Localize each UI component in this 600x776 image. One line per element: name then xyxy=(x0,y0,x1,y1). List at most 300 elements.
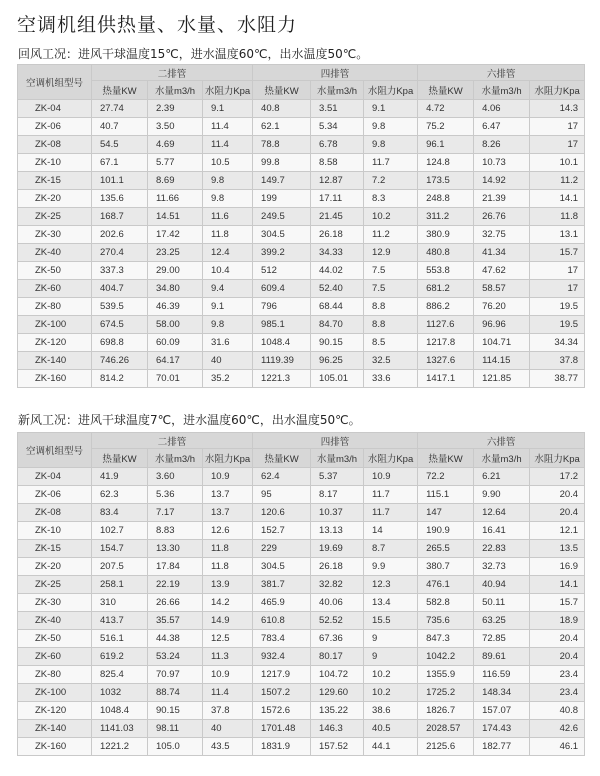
value-cell: 6.21 xyxy=(474,468,530,486)
value-cell: 9 xyxy=(364,648,418,666)
value-cell: 10.2 xyxy=(364,208,418,226)
table-row xyxy=(18,486,585,504)
value-cell: 84.70 xyxy=(311,316,364,334)
value-cell: 10.73 xyxy=(474,154,530,172)
value-cell: 105.0 xyxy=(148,738,203,756)
value-cell: 248.8 xyxy=(418,190,474,208)
model-cell: ZK-06 xyxy=(18,486,92,504)
value-cell: 1725.2 xyxy=(418,684,474,702)
table-row xyxy=(18,118,585,136)
value-cell: 58.00 xyxy=(148,316,203,334)
value-cell: 67.1 xyxy=(92,154,148,172)
value-cell: 12.6 xyxy=(203,522,253,540)
sub-header: 水量m3/h xyxy=(148,81,203,100)
group-header: 四排管 xyxy=(253,433,418,449)
value-cell: 8.17 xyxy=(311,486,364,504)
model-cell: ZK-100 xyxy=(18,316,92,334)
model-cell: ZK-50 xyxy=(18,262,92,280)
value-cell: 89.61 xyxy=(474,648,530,666)
value-cell: 9.4 xyxy=(203,280,253,298)
model-cell: ZK-140 xyxy=(18,352,92,370)
value-cell: 83.4 xyxy=(92,504,148,522)
return-air-condition: 回风工况：进风干球温度15℃，进水温度60℃，出水温度50℃。 xyxy=(18,47,369,61)
value-cell: 70.01 xyxy=(148,370,203,388)
value-cell: 258.1 xyxy=(92,576,148,594)
value-cell: 21.45 xyxy=(311,208,364,226)
sub-header: 水量m3/h xyxy=(474,449,530,468)
value-cell: 3.51 xyxy=(311,100,364,118)
value-cell: 40.8 xyxy=(253,100,311,118)
value-cell: 78.8 xyxy=(253,136,311,154)
value-cell: 35.2 xyxy=(203,370,253,388)
value-cell: 1701.48 xyxy=(253,720,311,738)
value-cell: 174.43 xyxy=(474,720,530,738)
sub-header: 水阻力Kpa xyxy=(203,81,253,100)
value-cell: 5.36 xyxy=(148,486,203,504)
value-cell: 11.2 xyxy=(364,226,418,244)
value-cell: 62.1 xyxy=(253,118,311,136)
value-cell: 14.92 xyxy=(474,172,530,190)
value-cell: 22.19 xyxy=(148,576,203,594)
page-title: 空调机组供热量、水量、水阻力 xyxy=(17,14,298,36)
value-cell: 23.25 xyxy=(148,244,203,262)
table-row xyxy=(18,208,585,226)
sub-header: 水阻力Kpa xyxy=(203,449,253,468)
value-cell: 11.3 xyxy=(203,648,253,666)
value-cell: 814.2 xyxy=(92,370,148,388)
sub-header: 水阻力Kpa xyxy=(364,449,418,468)
table-row xyxy=(18,522,585,540)
table-row xyxy=(18,720,585,738)
value-cell: 7.5 xyxy=(364,262,418,280)
value-cell: 11.4 xyxy=(203,118,253,136)
table-row xyxy=(18,154,585,172)
value-cell: 10.37 xyxy=(311,504,364,522)
value-cell: 2.39 xyxy=(148,100,203,118)
model-cell: ZK-120 xyxy=(18,334,92,352)
value-cell: 70.97 xyxy=(148,666,203,684)
value-cell: 23.4 xyxy=(530,684,585,702)
table-row xyxy=(18,280,585,298)
value-cell: 13.4 xyxy=(364,594,418,612)
model-cell: ZK-06 xyxy=(18,118,92,136)
value-cell: 20.4 xyxy=(530,630,585,648)
value-cell: 1831.9 xyxy=(253,738,311,756)
value-cell: 610.8 xyxy=(253,612,311,630)
value-cell: 27.74 xyxy=(92,100,148,118)
value-cell: 1217.8 xyxy=(418,334,474,352)
value-cell: 1221.3 xyxy=(253,370,311,388)
value-cell: 1417.1 xyxy=(418,370,474,388)
value-cell: 11.66 xyxy=(148,190,203,208)
value-cell: 26.18 xyxy=(311,558,364,576)
table-row xyxy=(18,316,585,334)
value-cell: 67.36 xyxy=(311,630,364,648)
value-cell: 182.77 xyxy=(474,738,530,756)
value-cell: 609.4 xyxy=(253,280,311,298)
value-cell: 41.34 xyxy=(474,244,530,262)
value-cell: 783.4 xyxy=(253,630,311,648)
value-cell: 11.8 xyxy=(530,208,585,226)
model-cell: ZK-30 xyxy=(18,226,92,244)
value-cell: 1141.03 xyxy=(92,720,148,738)
value-cell: 38.77 xyxy=(530,370,585,388)
value-cell: 26.76 xyxy=(474,208,530,226)
value-cell: 11.7 xyxy=(364,504,418,522)
value-cell: 337.3 xyxy=(92,262,148,280)
value-cell: 9.1 xyxy=(364,100,418,118)
value-cell: 152.7 xyxy=(253,522,311,540)
value-cell: 735.6 xyxy=(418,612,474,630)
value-cell: 116.59 xyxy=(474,666,530,684)
table-row xyxy=(18,226,585,244)
value-cell: 52.40 xyxy=(311,280,364,298)
sub-header: 热量KW xyxy=(92,449,148,468)
model-cell: ZK-50 xyxy=(18,630,92,648)
return-air-table xyxy=(17,64,585,388)
value-cell: 17.11 xyxy=(311,190,364,208)
model-cell: ZK-120 xyxy=(18,702,92,720)
value-cell: 847.3 xyxy=(418,630,474,648)
value-cell: 40.06 xyxy=(311,594,364,612)
value-cell: 1327.6 xyxy=(418,352,474,370)
value-cell: 796 xyxy=(253,298,311,316)
group-header: 四排管 xyxy=(253,65,418,81)
value-cell: 10.2 xyxy=(364,684,418,702)
sub-header: 热量KW xyxy=(92,81,148,100)
model-cell: ZK-25 xyxy=(18,208,92,226)
value-cell: 12.5 xyxy=(203,630,253,648)
table-row xyxy=(18,468,585,486)
value-cell: 404.7 xyxy=(92,280,148,298)
value-cell: 13.30 xyxy=(148,540,203,558)
value-cell: 2125.6 xyxy=(418,738,474,756)
model-header: 空调机组型号 xyxy=(18,433,92,468)
value-cell: 8.8 xyxy=(364,298,418,316)
value-cell: 10.2 xyxy=(364,666,418,684)
sub-header-row xyxy=(18,449,585,468)
value-cell: 121.85 xyxy=(474,370,530,388)
value-cell: 12.64 xyxy=(474,504,530,522)
value-cell: 38.6 xyxy=(364,702,418,720)
value-cell: 96.1 xyxy=(418,136,474,154)
value-cell: 12.1 xyxy=(530,522,585,540)
value-cell: 135.22 xyxy=(311,702,364,720)
value-cell: 304.5 xyxy=(253,226,311,244)
value-cell: 8.83 xyxy=(148,522,203,540)
value-cell: 23.4 xyxy=(530,666,585,684)
value-cell: 265.5 xyxy=(418,540,474,558)
value-cell: 135.6 xyxy=(92,190,148,208)
value-cell: 553.8 xyxy=(418,262,474,280)
table-row xyxy=(18,666,585,684)
group-header-row xyxy=(18,433,585,449)
value-cell: 33.6 xyxy=(364,370,418,388)
value-cell: 12.3 xyxy=(364,576,418,594)
value-cell: 304.5 xyxy=(253,558,311,576)
value-cell: 32.75 xyxy=(474,226,530,244)
value-cell: 16.41 xyxy=(474,522,530,540)
value-cell: 34.80 xyxy=(148,280,203,298)
value-cell: 104.72 xyxy=(311,666,364,684)
value-cell: 14.1 xyxy=(530,576,585,594)
table-row xyxy=(18,702,585,720)
value-cell: 9.8 xyxy=(364,136,418,154)
value-cell: 15.5 xyxy=(364,612,418,630)
value-cell: 476.1 xyxy=(418,576,474,594)
table-row xyxy=(18,576,585,594)
model-cell: ZK-10 xyxy=(18,154,92,172)
table-row xyxy=(18,370,585,388)
model-cell: ZK-04 xyxy=(18,468,92,486)
value-cell: 11.4 xyxy=(203,684,253,702)
table-row xyxy=(18,738,585,756)
value-cell: 1826.7 xyxy=(418,702,474,720)
value-cell: 148.34 xyxy=(474,684,530,702)
value-cell: 154.7 xyxy=(92,540,148,558)
value-cell: 11.2 xyxy=(530,172,585,190)
value-cell: 40 xyxy=(203,352,253,370)
value-cell: 157.07 xyxy=(474,702,530,720)
sub-header: 水量m3/h xyxy=(474,81,530,100)
value-cell: 1507.2 xyxy=(253,684,311,702)
model-cell: ZK-25 xyxy=(18,576,92,594)
value-cell: 14.1 xyxy=(530,190,585,208)
value-cell: 674.5 xyxy=(92,316,148,334)
table-row xyxy=(18,684,585,702)
value-cell: 7.2 xyxy=(364,172,418,190)
table-row xyxy=(18,594,585,612)
value-cell: 10.9 xyxy=(364,468,418,486)
value-cell: 9.90 xyxy=(474,486,530,504)
value-cell: 1355.9 xyxy=(418,666,474,684)
value-cell: 9.8 xyxy=(203,172,253,190)
value-cell: 516.1 xyxy=(92,630,148,648)
value-cell: 114.15 xyxy=(474,352,530,370)
value-cell: 168.7 xyxy=(92,208,148,226)
value-cell: 34.34 xyxy=(530,334,585,352)
value-cell: 37.8 xyxy=(203,702,253,720)
table-row xyxy=(18,172,585,190)
value-cell: 50.11 xyxy=(474,594,530,612)
value-cell: 681.2 xyxy=(418,280,474,298)
value-cell: 13.9 xyxy=(203,576,253,594)
value-cell: 14.2 xyxy=(203,594,253,612)
table-row xyxy=(18,334,585,352)
value-cell: 40.7 xyxy=(92,118,148,136)
value-cell: 1119.39 xyxy=(253,352,311,370)
value-cell: 44.38 xyxy=(148,630,203,648)
value-cell: 9.9 xyxy=(364,558,418,576)
value-cell: 40.8 xyxy=(530,702,585,720)
value-cell: 6.78 xyxy=(311,136,364,154)
value-cell: 1572.6 xyxy=(253,702,311,720)
value-cell: 15.7 xyxy=(530,244,585,262)
value-cell: 3.60 xyxy=(148,468,203,486)
value-cell: 14.9 xyxy=(203,612,253,630)
value-cell: 270.4 xyxy=(92,244,148,262)
value-cell: 19.5 xyxy=(530,316,585,334)
value-cell: 4.72 xyxy=(418,100,474,118)
value-cell: 4.69 xyxy=(148,136,203,154)
table-row xyxy=(18,352,585,370)
value-cell: 90.15 xyxy=(148,702,203,720)
value-cell: 11.7 xyxy=(364,486,418,504)
value-cell: 825.4 xyxy=(92,666,148,684)
table-row xyxy=(18,298,585,316)
value-cell: 34.33 xyxy=(311,244,364,262)
table-row xyxy=(18,504,585,522)
model-cell: ZK-80 xyxy=(18,666,92,684)
value-cell: 43.5 xyxy=(203,738,253,756)
value-cell: 17.42 xyxy=(148,226,203,244)
value-cell: 886.2 xyxy=(418,298,474,316)
value-cell: 10.1 xyxy=(530,154,585,172)
fresh-air-table xyxy=(17,432,585,756)
value-cell: 46.39 xyxy=(148,298,203,316)
value-cell: 9.8 xyxy=(203,316,253,334)
value-cell: 20.4 xyxy=(530,504,585,522)
value-cell: 14.3 xyxy=(530,100,585,118)
value-cell: 88.74 xyxy=(148,684,203,702)
table-row xyxy=(18,648,585,666)
table-row xyxy=(18,612,585,630)
model-cell: ZK-08 xyxy=(18,504,92,522)
value-cell: 146.3 xyxy=(311,720,364,738)
value-cell: 12.9 xyxy=(364,244,418,262)
value-cell: 157.52 xyxy=(311,738,364,756)
value-cell: 6.47 xyxy=(474,118,530,136)
value-cell: 29.00 xyxy=(148,262,203,280)
value-cell: 17.84 xyxy=(148,558,203,576)
value-cell: 9.8 xyxy=(364,118,418,136)
value-cell: 5.37 xyxy=(311,468,364,486)
value-cell: 104.71 xyxy=(474,334,530,352)
value-cell: 3.50 xyxy=(148,118,203,136)
value-cell: 44.02 xyxy=(311,262,364,280)
value-cell: 539.5 xyxy=(92,298,148,316)
table-row xyxy=(18,100,585,118)
value-cell: 47.62 xyxy=(474,262,530,280)
value-cell: 173.5 xyxy=(418,172,474,190)
model-cell: ZK-80 xyxy=(18,298,92,316)
table-row xyxy=(18,262,585,280)
value-cell: 120.6 xyxy=(253,504,311,522)
group-header-row xyxy=(18,65,585,81)
value-cell: 101.1 xyxy=(92,172,148,190)
model-cell: ZK-15 xyxy=(18,172,92,190)
value-cell: 147 xyxy=(418,504,474,522)
value-cell: 5.34 xyxy=(311,118,364,136)
sub-header: 热量KW xyxy=(418,449,474,468)
model-cell: ZK-20 xyxy=(18,190,92,208)
value-cell: 1127.6 xyxy=(418,316,474,334)
sub-header: 水阻力Kpa xyxy=(530,449,585,468)
value-cell: 20.4 xyxy=(530,486,585,504)
value-cell: 619.2 xyxy=(92,648,148,666)
value-cell: 95 xyxy=(253,486,311,504)
group-header: 二排管 xyxy=(92,65,253,81)
value-cell: 14.51 xyxy=(148,208,203,226)
value-cell: 20.4 xyxy=(530,648,585,666)
value-cell: 53.24 xyxy=(148,648,203,666)
value-cell: 1048.4 xyxy=(92,702,148,720)
value-cell: 68.44 xyxy=(311,298,364,316)
value-cell: 62.4 xyxy=(253,468,311,486)
value-cell: 72.85 xyxy=(474,630,530,648)
value-cell: 80.17 xyxy=(311,648,364,666)
value-cell: 1042.2 xyxy=(418,648,474,666)
sub-header: 水阻力Kpa xyxy=(530,81,585,100)
value-cell: 98.11 xyxy=(148,720,203,738)
sub-header: 水量m3/h xyxy=(148,449,203,468)
value-cell: 124.8 xyxy=(418,154,474,172)
value-cell: 14 xyxy=(364,522,418,540)
value-cell: 9.1 xyxy=(203,100,253,118)
value-cell: 9.1 xyxy=(203,298,253,316)
value-cell: 932.4 xyxy=(253,648,311,666)
value-cell: 199 xyxy=(253,190,311,208)
value-cell: 40.5 xyxy=(364,720,418,738)
value-cell: 512 xyxy=(253,262,311,280)
value-cell: 11.8 xyxy=(203,540,253,558)
value-cell: 149.7 xyxy=(253,172,311,190)
value-cell: 90.15 xyxy=(311,334,364,352)
value-cell: 480.8 xyxy=(418,244,474,262)
value-cell: 190.9 xyxy=(418,522,474,540)
value-cell: 17 xyxy=(530,262,585,280)
value-cell: 11.8 xyxy=(203,226,253,244)
value-cell: 13.7 xyxy=(203,486,253,504)
value-cell: 4.06 xyxy=(474,100,530,118)
table-row xyxy=(18,540,585,558)
value-cell: 75.2 xyxy=(418,118,474,136)
value-cell: 17 xyxy=(530,118,585,136)
value-cell: 31.6 xyxy=(203,334,253,352)
value-cell: 32.73 xyxy=(474,558,530,576)
model-cell: ZK-15 xyxy=(18,540,92,558)
value-cell: 58.57 xyxy=(474,280,530,298)
value-cell: 1217.9 xyxy=(253,666,311,684)
value-cell: 8.8 xyxy=(364,316,418,334)
value-cell: 22.83 xyxy=(474,540,530,558)
value-cell: 311.2 xyxy=(418,208,474,226)
value-cell: 10.9 xyxy=(203,468,253,486)
model-cell: ZK-160 xyxy=(18,738,92,756)
value-cell: 115.1 xyxy=(418,486,474,504)
value-cell: 11.4 xyxy=(203,136,253,154)
value-cell: 582.8 xyxy=(418,594,474,612)
value-cell: 42.6 xyxy=(530,720,585,738)
table-row xyxy=(18,136,585,154)
sub-header: 水阻力Kpa xyxy=(364,81,418,100)
value-cell: 1032 xyxy=(92,684,148,702)
table-row xyxy=(18,244,585,262)
sub-header-row xyxy=(18,81,585,100)
value-cell: 746.26 xyxy=(92,352,148,370)
model-cell: ZK-10 xyxy=(18,522,92,540)
value-cell: 310 xyxy=(92,594,148,612)
value-cell: 54.5 xyxy=(92,136,148,154)
value-cell: 105.01 xyxy=(311,370,364,388)
value-cell: 249.5 xyxy=(253,208,311,226)
value-cell: 52.52 xyxy=(311,612,364,630)
model-cell: ZK-30 xyxy=(18,594,92,612)
value-cell: 18.9 xyxy=(530,612,585,630)
value-cell: 15.7 xyxy=(530,594,585,612)
model-cell: ZK-60 xyxy=(18,280,92,298)
value-cell: 19.5 xyxy=(530,298,585,316)
